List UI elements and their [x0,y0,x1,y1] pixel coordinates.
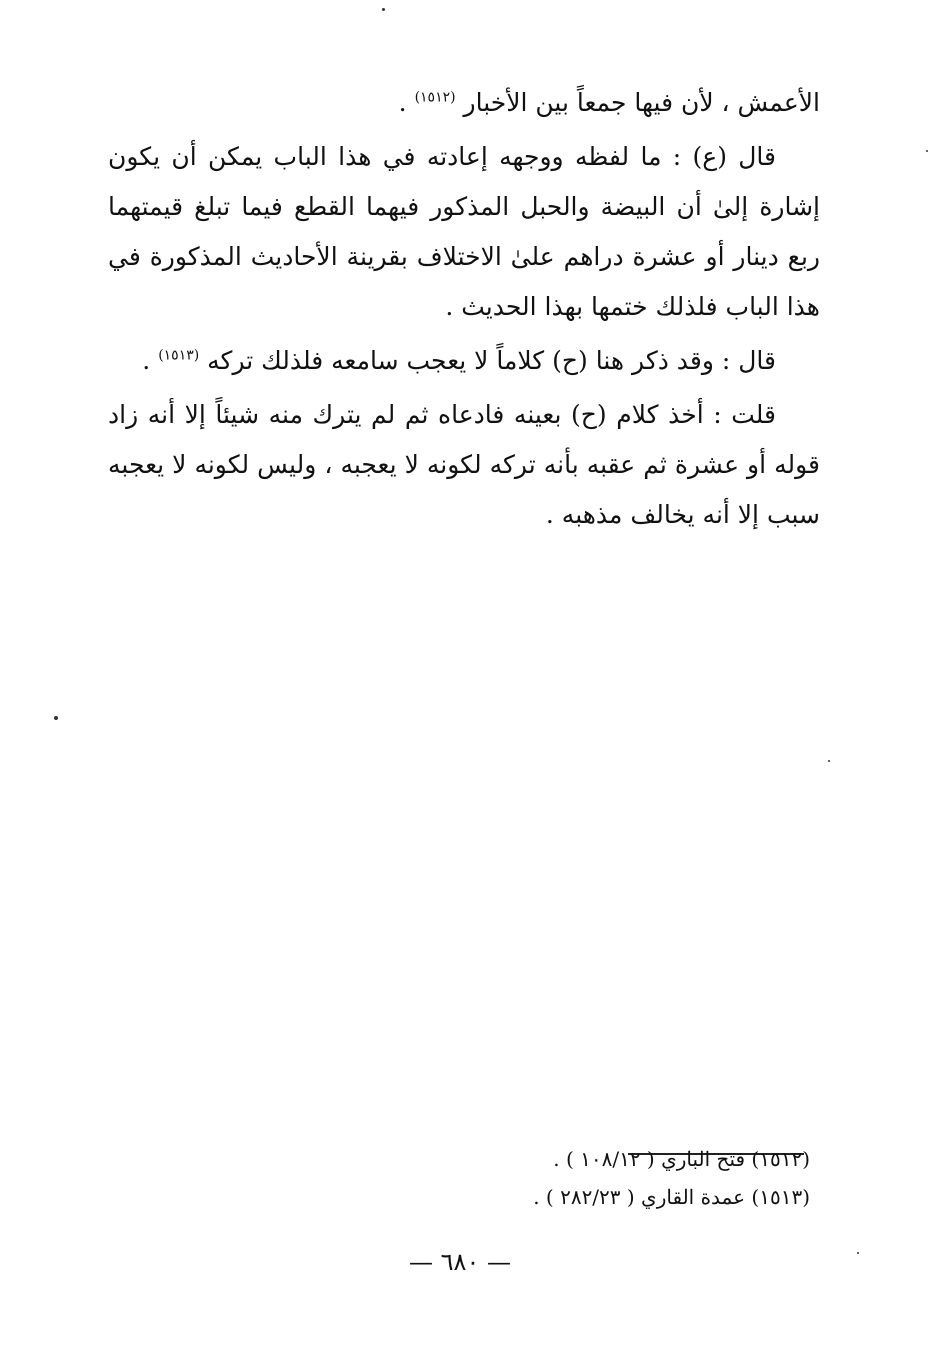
scan-speck [926,150,928,152]
scan-speck [54,716,58,720]
paragraph-3 [108,336,820,386]
footnote-1513: (١٥١٣) عمدة القاري ( ٢٨٢/٢٣ ) . [533,1185,810,1209]
footnotes [380,1140,810,1216]
scan-speck [828,760,830,762]
paragraph-4 [108,390,820,540]
paragraph-2 [108,132,820,332]
footnote-ref-1512: (١٥١٢) [414,89,456,106]
scan-speck [382,8,385,11]
footnote-1512: (١٥١٢) فتح الباري ( ١٠٨/١٢ ) . [553,1147,810,1171]
paragraph-3-end: . [142,346,159,375]
main-text [108,78,820,540]
paragraph-4-text: قلت : أخذ كلام (ح) بعينه فادعاه ثم لم يترك منه شيئاً إلا أنه زاد قوله أو عشرة ثم عقبه بأنه تركه لكونه لا يعجبه ، وليس لكونه لا يعجبه سبب إلا أنه يخالف مذهبه . [108,400,820,529]
paragraph-1 [108,78,820,128]
paragraph-1-text: الأعمش ، لأن فيها جمعاً بين الأخبار [463,88,820,117]
page-number: — ٦٨٠ — [409,1248,511,1276]
paragraph-3-text: قال : وقد ذكر هنا (ح) كلاماً لا يعجب سامعه فلذلك تركه [207,346,776,375]
scan-speck [857,1252,859,1254]
paragraph-2-text: قال (ع) : ما لفظه ووجهه إعادته في هذا الباب يمكن أن يكون إشارة إلىٰ أن البيضة والحبل المذكور فيهما القطع فيما تبلغ قيمتهما ربع دينار أو عشرة دراهم علىٰ الاختلاف بقرينة الأحاديث المذكورة في هذا الباب فلذلك ختمها بهذا الحديث . [108,142,820,321]
paragraph-1-end: . [398,88,415,117]
footnote-ref-1513: (١٥١٣) [158,347,200,364]
